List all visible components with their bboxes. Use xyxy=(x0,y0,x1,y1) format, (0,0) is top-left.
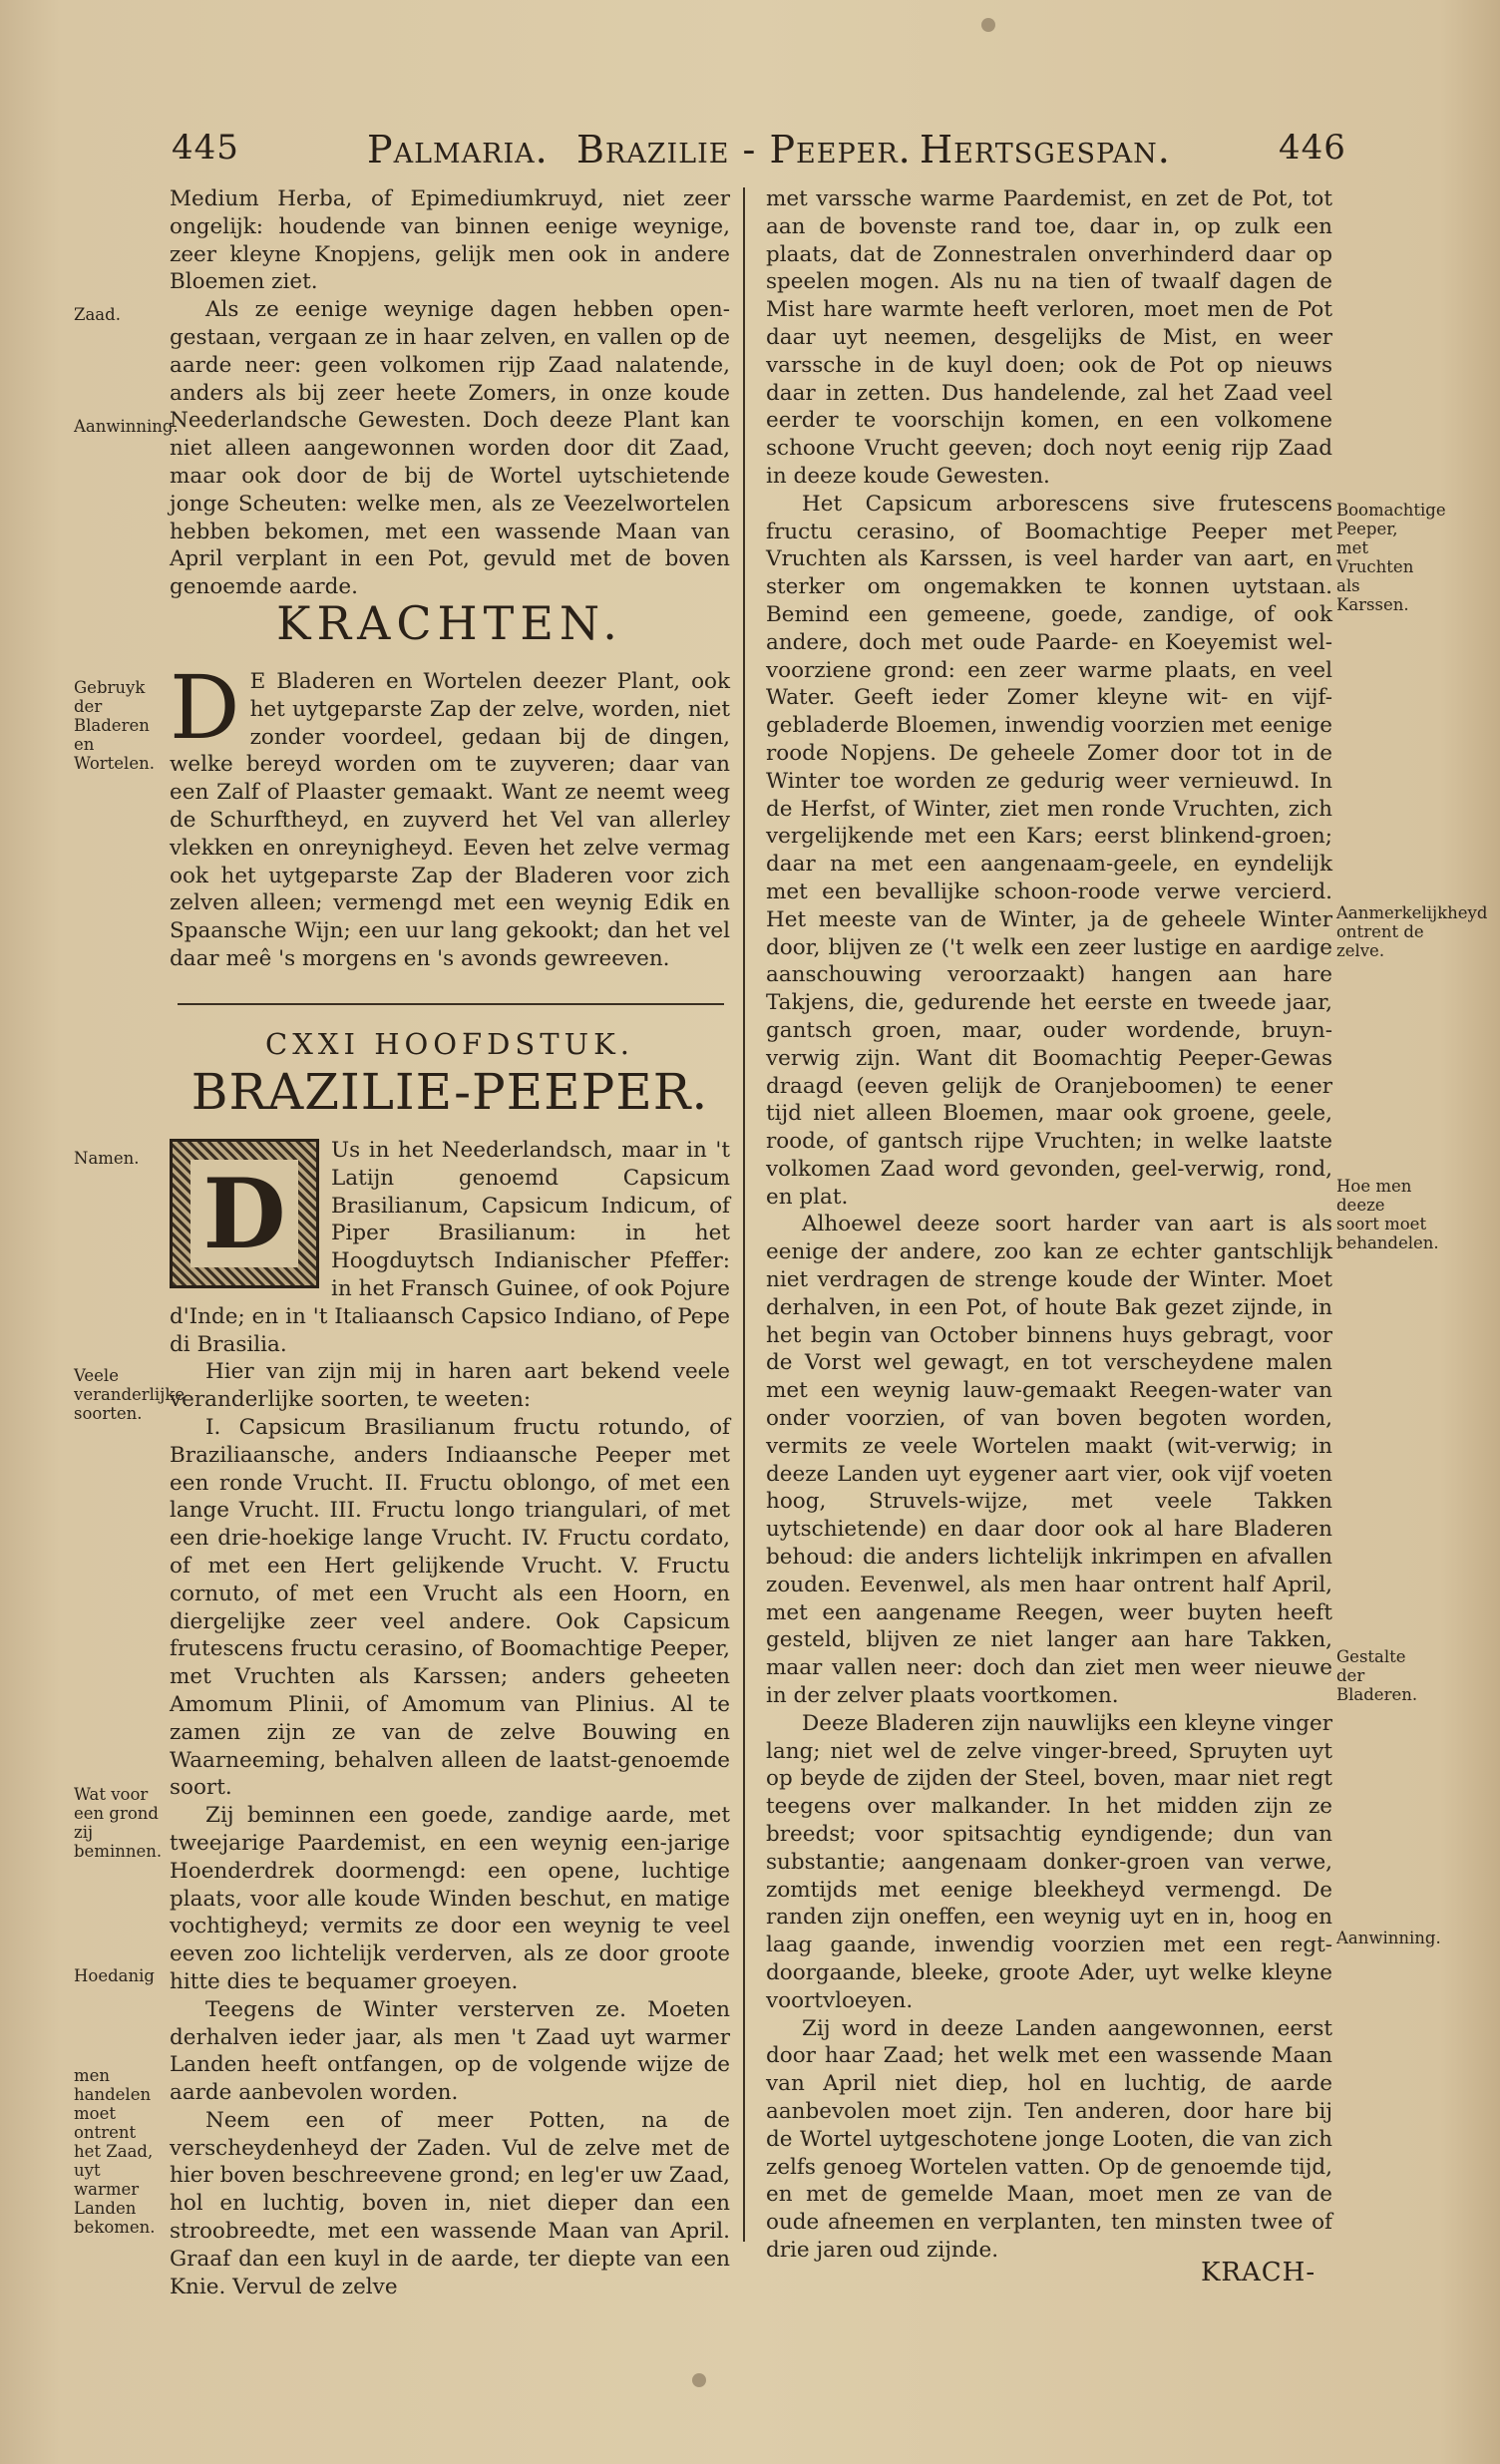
margin-note-aanwinning-right: Aanwinning. xyxy=(1336,1929,1441,1947)
margin-note-aanmerkelijkheyd: Aanmerkelijkheyd ontrent de zelve. xyxy=(1336,903,1488,960)
margin-note-zaad: Zaad. xyxy=(74,305,121,324)
section-divider-rule xyxy=(178,1003,724,1005)
margin-note-namen: Namen. xyxy=(74,1149,140,1168)
margin-note-behandelen-right: Hoe men deeze soort moet behandelen. xyxy=(1336,1177,1439,1252)
chapter-label: CXXI HOOFDSTUK. xyxy=(265,1027,634,1061)
intro-paragraph: Medium Herba, of Epimediumkruyd, niet zeer ongelijk: houdende van binnen eenige weynige, zeer kleyne Knopjens, gelijk men ook in andere Bloemen ziet. xyxy=(170,186,730,295)
chapter-title: BRAZILIE-PEEPER. xyxy=(190,1063,709,1121)
margin-note-gestalte: Gestalte der Bladeren. xyxy=(1336,1647,1418,1704)
zaad-paragraph: Als ze eenige weynige dagen hebben open-gestaan, vergaan ze in haar zelven, en vallen op de aarde neer: geen volkomen rijp Zaad nalatende, anders als bij zeer heete Zomers, in onze koude Neederlandsche Gewesten. Doch deeze Plant kan niet alleen aangewonnen worden door dit Zaad, maar ook door de bij de Wortel uytschietende jonge Scheuten: welke men, als ze Veezelwortelen hebben bekomen, met een wassende Maan van April verplant in een Pot, gevuld met de boven genoemde aarde. xyxy=(170,297,730,600)
column-divider xyxy=(743,187,745,2242)
krachten-heading: KRACHTEN. xyxy=(276,596,623,650)
hoedanig-paragraph: Teegens de Winter versterven ze. Moeten derhalven ieder jaar, als men 't Zaad uyt warmer Landen heeft ontfangen, op de volgende wijze de aarde aanbevolen worden. xyxy=(170,1996,730,2106)
ornamental-drop-cap: D xyxy=(170,1139,319,1288)
left-column-krachten xyxy=(170,656,730,973)
margin-note-soorten: Veele veranderlijke soorten. xyxy=(74,1366,186,1423)
grond-paragraph: Zij beminnen een goede, zandige aarde, met tweejarige Paardemist, en een weynig een-jarige Hoenderdrek doormengd: een opene, luchtige plaats, voor alle koude Winden beschut, en matige vochtigheyd; vermits ze door een weynig te veel eeven zoo lichtelijk verderven, als ze door groote hitte dies te bequamer groeyen. xyxy=(170,1803,730,1994)
margin-note-behandelen: men handelen moet ontrent het Zaad, uyt warmer Landen bekomen. xyxy=(74,2066,156,2237)
paper-stain xyxy=(981,18,995,32)
potten-paragraph: Neem een of meer Potten, na de verscheydenheyd der Zaden. Vul de zelve met de hier boven beschreevene grond; en leg'er uw Zaad, hol en luchtig, boven in, niet dieper dan een stroobreedte, met een wassende Maan van April. Graaf dan een kuyl in de aarde, ter diepte van een Knie. Vervul de zelve xyxy=(170,2107,730,2299)
margin-note-hoedanig: Hoedanig xyxy=(74,1966,155,1985)
left-column-top xyxy=(170,185,730,601)
namen-paragraph: Us in het Neederlandsch, maar in 't Latijn genoemd Capsicum Brasilianum, Capsicum Indicum, of Piper Brasilianum: in het Hoogduytsch Indianischer Pfeffer: in het Fransch Guinee, of ook Pojure d'Inde; en in 't Italiaansch Capsico Indiano, of Pepe di Brasilia. xyxy=(170,1138,730,1357)
catchword: KRACH- xyxy=(1201,2258,1316,2288)
left-page-number: 445 xyxy=(172,128,239,168)
drop-cap-krachten: D xyxy=(170,656,240,759)
margin-note-gebruyk: Gebruyk der Bladeren en Wortelen. xyxy=(74,678,155,773)
soorten-intro: Hier van zijn mij in haren aart bekend veele veranderlijke soorten, te weeten: xyxy=(170,1359,730,1413)
running-title-brazilie-peeper: Brazilie - Peeper. xyxy=(576,128,912,172)
margin-note-aanwinning: Aanwinning. xyxy=(74,417,179,436)
running-title-palmaria: Palmaria. xyxy=(367,128,549,172)
soorten-list: I. Capsicum Brasilianum fructu rotundo, of Braziliaansche, anders Indiaansche Peeper met een ronde Vrucht. II. Fructu oblongo, of met een lange Vrucht. III. Fructu longo triangulari, of met een drie-hoekige lange Vrucht. IV. Fructu cordato, of met een Hert gelijkende Vrucht. V. Fructu cornuto, of met een Vrucht als een Hoorn, en diergelijke zeer veel andere. Ook Capsicum frutescens fructu cerasino, of Boomachtige Peeper, met Vruchten als Karssen; anders geheeten Amomum Plinii, of Amomum van Plinius. Al te zamen zijn ze van de zelve Bouwing en Waarneeming, behalven alleen de laatst-genoemde soort. xyxy=(170,1414,730,1801)
right-paragraph-1: met varssche warme Paardemist, en zet de Pot, tot aan de bovenste rand toe, daar in, op zulk een plaats, dat de Zonnestralen onverhinderd daar op speelen mogen. Als nu na tien of twaalf dagen de Mist hare warmte heeft verloren, moet men de Pot daar uyt neemen, desgelijks de Mist, en weer varssche in de kuyl doen; ook de Pot op nieuws daar in zetten. Dus handelende, zal het Zaad veel eerder te voorschijn komen, en een volkomene schoone Vrucht geeven; doch noyt eenig rijp Zaad in deeze koude Gewesten. xyxy=(766,186,1332,489)
margin-note-boomachtige: Boomachtige Peeper, met Vruchten als Karssen. xyxy=(1336,501,1446,614)
right-page-number: 446 xyxy=(1279,128,1346,168)
paper-stain xyxy=(692,2373,706,2387)
running-title-hertsgespan: Hertsgespan. xyxy=(920,128,1171,172)
right-paragraph-2: Het Capsicum arborescens sive frutescens fructu cerasino, of Boomachtige Peeper met Vruchten als Karssen, is veel harder van aart, en sterker om ongemakken te konnen uytstaan. Bemind een gemeene, goede, zandige, of ook andere, doch met oude Paarde- en Koeyemist wel-voorziene grond: een zeer warme plaats, en veel Water. Geeft ieder Zomer kleyne wit- en vijf-gebladerde Bloemen, inwendig voorzien met eenige roode Nopjens. De geheele Zomer door tot in de Winter toe worden ze gedurig weer vernieuwd. In de Herfst, of Winter, ziet men ronde Vruchten, zich vergelijkende met een Kars; eerst blinkend-groen; daar na met een aangenaam-geele, en eyndelijk met een bevallijke schoon-roode verwe vercierd. Het meeste van de Winter, ja de geheele Winter door, blijven ze ('t welk een zeer lustige en aardige aanschouwing veroorzaakt) hangen aan hare Takjens, die, gedurende het eerste en tweede jaar, gantsch groen, maar, ouder wordende, bruyn-verwig zijn. Want dit Boomachtig Peeper-Gewas draagd (eeven gelijk de Oranjeboomen) te eener tijd niet alleen Bloemen, maar ook groene, geele, roode, of gantsch rijpe Vruchten; in welke laatste volkomen Zaad word gevonden, geel-verwig, rond, en plat. xyxy=(766,491,1332,1210)
right-paragraph-5: Zij word in deeze Landen aangewonnen, eerst door haar Zaad; het welk met een wassende Maan van April niet diep, hol en luchtig, de aarde aanbevolen moet zijn. Ten anderen, door hare bij de Wortel uytgeschotene jonge Looten, die van zich zelfs genoeg Wortelen vatten. Op de genoemde tijd, en met de gemelde Maan, moet men ze van de oude afneemen en verplanten, ten minsten twee of drie jaren oud zijnde. xyxy=(766,2015,1332,2263)
margin-note-grond: Wat voor een grond zij beminnen. xyxy=(74,1785,163,1861)
right-paragraph-4: Deeze Bladeren zijn nauwlijks een kleyne vinger lang; niet wel de zelve vinger-breed, Spruyten uyt op beyde de zijden der Steel, boven, maar niet regt teegens over malkander. In het midden zijn ze breedst; voor spitsachtig eyndigende; dun van substantie; aangenaam donker-groen van verwe, zomtijds met eenige bleekheyd vermengd. De randen zijn oneffen, een weynig uyt en in, hoog en laag gaande, inwendig voorzien met een regt-doorgaande, bleeke, groote Ader, uyt welke kleyne voortvloeyen. xyxy=(766,1710,1332,2013)
right-column xyxy=(766,185,1332,2265)
left-column-bottom xyxy=(170,1137,730,2300)
krachten-paragraph: E Bladeren en Wortelen deezer Plant, ook het uytgeparste Zap der zelve, worden, niet zonder voordeel, gedaan bij de dingen, welke bereyd worden om te zuyveren; daar van een Zalf of Plaaster gemaakt. Want ze neemt weeg de Schurftheyd, en zuyverd het Vel van allerley vlekken en onreynigheyd. Eeven het zelve vermag ook het uytgeparste Zap der Bladeren voor zich zelven alleen; vermengd met een weynig Edik en Spaansche Wijn; een uur lang gekookt; dan het vel daar meê 's morgens en 's avonds gewreeven. xyxy=(170,669,730,971)
right-paragraph-3: Alhoewel deeze soort harder van aart is als eenige der andere, zoo kan ze echter gantschlijk niet verdragen de strenge koude der Winter. Moet derhalven, in een Pot, of houte Bak gezet zijnde, in het begin van October binnens huys gebragt, voor de Vorst wel gewagt, en tot verscheydene malen met een weynig lauw-gemaakt Reegen-water van onder voorzien, of van boven begoten worden, vermits ze veele Wortelen maakt (wit-verwig; in deeze Landen uyt eygener aart vier, ook vijf voeten hoog, Struvels-wijze, met veele Takken uytschietende) en daar door ook al hare Bladeren behoud: die anders lichtelijk inkrimpen en afvallen zouden. Eevenwel, als men haar ontrent half April, met een aangename Reegen, weer buyten heeft gesteld, blijven ze niet langer aan hare Takken, maar vallen neer: doch dan ziet men weer nieuwe in der zelver plaats voortkomen. xyxy=(766,1212,1332,1709)
